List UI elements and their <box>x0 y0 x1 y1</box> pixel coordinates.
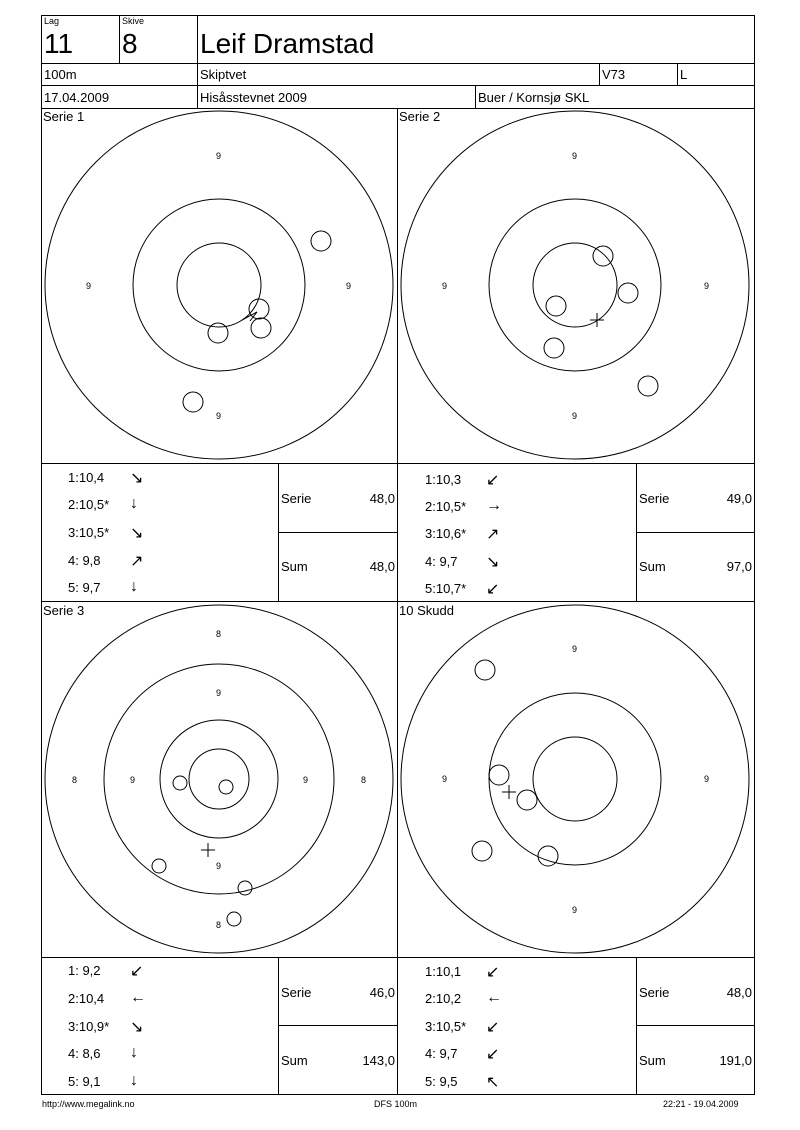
ring-inner <box>533 737 617 821</box>
sum-label: Sum <box>281 1053 308 1068</box>
ring-outer <box>401 605 749 953</box>
ring-label: 9 <box>346 281 352 291</box>
shot-score: 5:10,7* <box>425 581 467 596</box>
ring-10 <box>189 749 249 809</box>
ring-label: 8 <box>361 775 367 785</box>
shot-hole <box>227 912 241 926</box>
ring-label: 9 <box>572 905 578 915</box>
serie-value: 49,0 <box>726 491 752 506</box>
ring-middle <box>489 693 661 865</box>
shot-score: 1:10,1 <box>425 964 462 979</box>
shot-hole <box>249 299 269 319</box>
shot-hole <box>219 780 233 794</box>
shot-score: 3:10,5* <box>425 1019 467 1034</box>
shot-hole <box>238 881 252 895</box>
shot-direction-icon: ↙ <box>486 1046 500 1063</box>
shot-hole <box>208 323 228 343</box>
shooter-name: Leif Dramstad <box>200 28 375 59</box>
shot-hole <box>517 790 537 810</box>
shot-hole <box>546 296 566 316</box>
target-serie-3 <box>42 602 397 957</box>
ring-label: 9 <box>216 688 222 698</box>
shot-score: 1: 9,2 <box>68 963 101 978</box>
shot-score: 3:10,6* <box>425 526 467 541</box>
shot-score: 1:10,4 <box>68 470 105 485</box>
shot-score: 2:10,5* <box>68 497 110 512</box>
ring-label: 9 <box>216 411 222 421</box>
shot-score: 2:10,4 <box>68 991 105 1006</box>
panel-title: Serie 3 <box>43 603 85 618</box>
sum-value: 143,0 <box>362 1053 395 1068</box>
club-name: Buer / Kornsjø SKL <box>478 90 590 105</box>
sum-label: Sum <box>639 1053 666 1068</box>
shot-hole <box>638 376 658 396</box>
shot-score: 4: 9,7 <box>425 1046 458 1061</box>
ring-outer <box>401 111 749 459</box>
shot-hole <box>251 318 271 338</box>
shot-hole <box>593 246 613 266</box>
serie-value: 48,0 <box>369 491 395 506</box>
ring-label: 9 <box>442 281 448 291</box>
footer-timestamp: 22:21 - 19.04.2009 <box>663 1099 739 1109</box>
serie-label: Serie <box>281 985 312 1000</box>
shot-direction-icon: ↓ <box>130 578 138 595</box>
serie-label: Serie <box>639 985 670 1000</box>
shot-score: 5: 9,1 <box>68 1074 101 1089</box>
shot-direction-icon: ↘ <box>130 470 144 487</box>
shot-hole <box>183 392 203 412</box>
ring-8 <box>104 664 334 894</box>
shot-direction-icon: ↓ <box>130 495 138 512</box>
shot-hole <box>472 841 492 861</box>
shot-hole <box>538 846 558 866</box>
ring-middle <box>133 199 305 371</box>
shot-score: 3:10,5* <box>68 525 110 540</box>
ring-label: 9 <box>130 775 136 785</box>
shot-hole <box>475 660 495 680</box>
shot-score: 4: 9,7 <box>425 554 458 569</box>
target-serie-1 <box>42 108 397 463</box>
shot-score: 2:10,2 <box>425 991 462 1006</box>
shot-hole <box>311 231 331 251</box>
skive-number: 8 <box>122 28 138 59</box>
ring-label: 9 <box>704 774 710 784</box>
ring-outer <box>45 605 393 953</box>
target-10-skudd <box>398 602 754 957</box>
serie-value: 48,0 <box>726 985 752 1000</box>
footer-url[interactable]: http://www.megalink.no <box>42 1099 135 1109</box>
serie-value: 46,0 <box>369 985 395 1000</box>
event-name: Hisåsstevnet 2009 <box>200 90 307 105</box>
lag-label: Lag <box>44 16 60 26</box>
ring-label: 9 <box>303 775 309 785</box>
ring-label: 9 <box>572 644 578 654</box>
class: V73 <box>602 67 626 82</box>
ring-label: 9 <box>572 411 578 421</box>
shot-direction-icon: ↙ <box>486 964 500 981</box>
location: Skiptvet <box>200 67 247 82</box>
shot-score: 5: 9,7 <box>68 580 101 595</box>
ring-label: 9 <box>216 151 222 161</box>
shot-score: 3:10,9* <box>68 1019 110 1034</box>
shot-direction-icon: ← <box>486 989 502 1006</box>
ring-label: 8 <box>216 629 222 639</box>
shot-direction-icon: ↗ <box>130 553 144 570</box>
shot-score: 1:10,3 <box>425 472 462 487</box>
side: L <box>680 67 688 82</box>
panel-title: Serie 2 <box>399 109 441 124</box>
ring-label: 9 <box>442 774 448 784</box>
ring-9 <box>160 720 278 838</box>
shot-direction-icon: ↘ <box>130 1019 144 1036</box>
serie-label: Serie <box>639 491 670 506</box>
shot-direction-icon: ↙ <box>486 1019 500 1036</box>
shot-direction-icon: ↙ <box>130 963 144 980</box>
date: 17.04.2009 <box>44 90 110 105</box>
shot-score: 4: 8,6 <box>68 1046 101 1061</box>
ring-inner <box>177 243 261 327</box>
shot-direction-icon: ↘ <box>486 554 500 571</box>
ring-inner <box>533 243 617 327</box>
footer-program: DFS 100m <box>374 1099 418 1109</box>
ring-label: 9 <box>86 281 92 291</box>
shot-direction-icon: ↙ <box>486 581 500 598</box>
shot-score: 2:10,5* <box>425 499 467 514</box>
target-serie-2 <box>398 108 754 463</box>
sum-value: 191,0 <box>719 1053 752 1068</box>
shot-direction-icon: ↓ <box>130 1072 138 1089</box>
panel-title: 10 Skudd <box>399 603 454 618</box>
shot-direction-icon: ↙ <box>486 472 500 489</box>
shot-direction-icon: ↖ <box>486 1074 500 1091</box>
shot-hole <box>173 776 187 790</box>
ring-label: 8 <box>72 775 78 785</box>
skive-label: Skive <box>122 16 145 26</box>
sum-label: Sum <box>639 559 666 574</box>
shot-score: 4: 9,8 <box>68 553 101 568</box>
ring-middle <box>489 199 661 371</box>
shot-hole <box>544 338 564 358</box>
shot-direction-icon: ↓ <box>130 1044 138 1061</box>
shot-hole <box>152 859 166 873</box>
panel-title: Serie 1 <box>43 109 85 124</box>
ring-label: 9 <box>572 151 578 161</box>
shot-direction-icon: → <box>486 497 502 514</box>
lag-number: 11 <box>44 28 74 59</box>
shot-direction-icon: ↗ <box>486 526 500 543</box>
ring-label: 9 <box>216 861 222 871</box>
shot-score: 5: 9,5 <box>425 1074 458 1089</box>
serie-label: Serie <box>281 491 312 506</box>
shot-hole <box>618 283 638 303</box>
shot-hole <box>489 765 509 785</box>
sum-value: 48,0 <box>369 559 395 574</box>
ring-label: 8 <box>216 920 222 930</box>
distance: 100m <box>44 67 77 82</box>
ring-label: 9 <box>704 281 710 291</box>
shot-direction-icon: ← <box>130 989 146 1006</box>
ring-outer <box>45 111 393 459</box>
shot-direction-icon: ↘ <box>130 525 144 542</box>
sum-value: 97,0 <box>726 559 752 574</box>
sum-label: Sum <box>281 559 308 574</box>
